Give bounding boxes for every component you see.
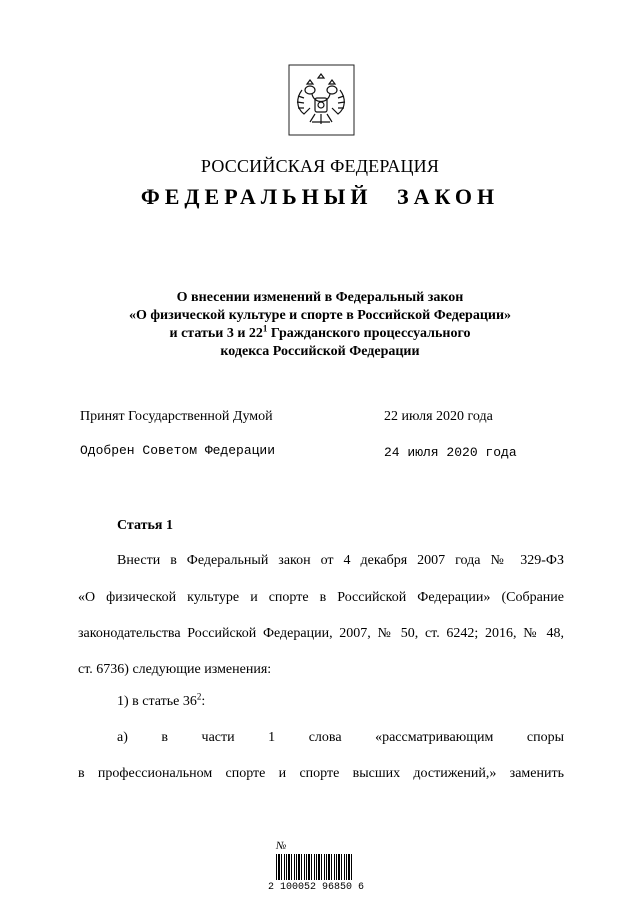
- document-type: ФЕДЕРАЛЬНЫЙ ЗАКОН: [140, 184, 500, 209]
- barcode: [268, 840, 368, 896]
- title-line-4: кодекса Российской Федерации: [220, 344, 420, 359]
- article-heading: Статья 1: [117, 518, 173, 533]
- title-superscript: 1: [262, 323, 268, 334]
- title-line-1: О внесении изменений в Федеральный закон: [176, 290, 464, 305]
- title-line-3-end: Гражданского процессуального: [267, 326, 471, 341]
- paragraph-line-1: Внести в Федеральный закон от 4 декабря 2007 года № 329-ФЗ: [117, 553, 564, 568]
- law-title: [0, 289, 640, 361]
- title-line-3: [0, 325, 640, 343]
- barcode-bars: [276, 854, 354, 880]
- handwritten-number-mark: №: [276, 840, 287, 852]
- country-name: РОССИЙСКАЯ ФЕДЕРАЦИЯ: [200, 156, 440, 176]
- coat-of-arms-emblem: [288, 64, 355, 136]
- sub-item-a-line-1: а) в части 1 слова «рассматривающим споры: [117, 730, 564, 745]
- list-item-1: [117, 691, 206, 710]
- title-line-2: «О физической культуре и спорте в Российской Федерации»: [128, 308, 512, 323]
- council-approval-label: Одобрен Советом Федерации: [80, 443, 276, 458]
- list-item-1-superscript: 2: [196, 691, 202, 702]
- paragraph-line-2: «О физической культуре и спорте в Российской Федерации» (Собрание: [78, 590, 564, 605]
- paragraph-line-3: законодательства Российской Федерации, 2007, № 50, ст. 6242; 2016, № 48,: [78, 626, 564, 641]
- paragraph-line-4: ст. 6736) следующие изменения:: [78, 662, 272, 677]
- sub-item-a-line-2: в профессиональном спорте и спорте высших достижений,» заменить: [78, 766, 564, 781]
- duma-adoption-label: Принят Государственной Думой: [80, 409, 273, 424]
- duma-adoption-date: 22 июля 2020 года: [384, 409, 493, 424]
- council-approval-date: 24 июля 2020 года: [384, 445, 517, 460]
- list-item-1-colon: :: [201, 694, 206, 709]
- barcode-number: 2 100052 96850 6: [268, 882, 365, 893]
- title-line-3-start: и статьи 3 и 22: [169, 326, 263, 341]
- list-item-1-text: 1) в статье 36: [117, 694, 197, 709]
